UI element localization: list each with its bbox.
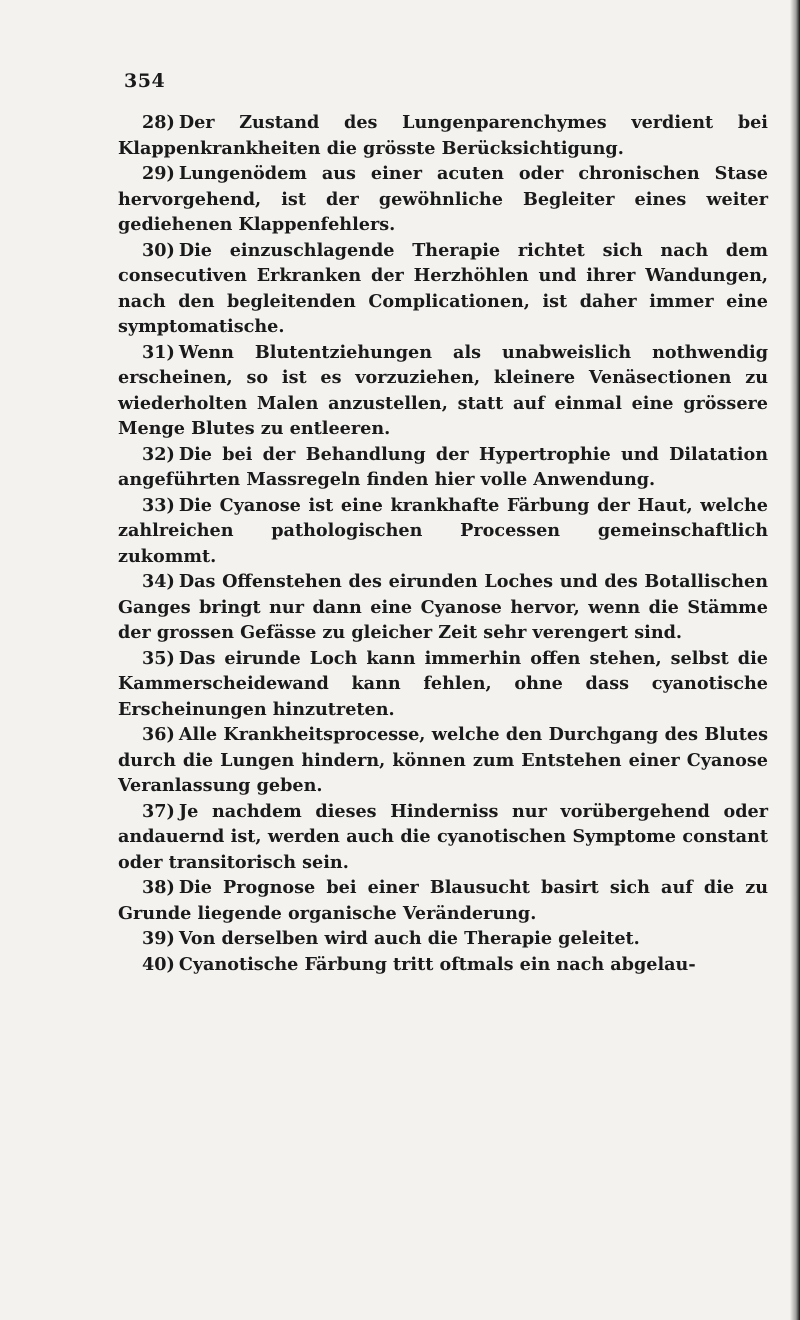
body-text (118, 110, 768, 977)
paragraph-number: 37) (142, 800, 175, 822)
paragraph-33 (118, 493, 768, 570)
page-edge-shadow (790, 0, 800, 1320)
page-number: 354 (124, 70, 166, 92)
paragraph-35 (118, 646, 768, 723)
paragraph-text: Cyanotische Färbung tritt oftmals ein nach abgelau- (178, 953, 696, 975)
paragraph-number: 33) (142, 494, 175, 516)
paragraph-28 (118, 110, 768, 161)
paragraph-36 (118, 722, 768, 799)
paragraph-text: Der Zustand des Lungenparenchymes verdient bei Klappenkrankheiten die grösste Berücksichtigung. (118, 112, 768, 159)
paragraph-number: 36) (142, 724, 175, 745)
paragraph-number: 29) (142, 163, 175, 184)
paragraph-29 (118, 161, 768, 238)
paragraph-number: 35) (142, 647, 175, 669)
paragraph-text: Die bei der Behandlung der Hypertrophie und Dilatation angeführten Massregeln finden hier volle Anwendung. (118, 443, 768, 490)
paragraph-number: 38) (142, 877, 175, 898)
paragraph-text: Je nachdem dieses Hinderniss nur vorübergehend oder andauernd ist, werden auch die cyanotischen Symptome constant oder transitorisch sein. (118, 800, 768, 873)
paragraph-text: Wenn Blutentziehungen als unabweislich nothwendig erscheinen, so ist es vorzuziehen, kleinere Venäsectionen zu wiederholten Malen anzustellen, statt auf einmal eine grössere Menge Blutes zu entleeren. (118, 341, 768, 439)
paragraph-text: Die einzuschlagende Therapie richtet sich nach dem consecutiven Erkranken der Herzhöhlen und ihrer Wandungen, nach den begleitenden Complicationen, ist daher immer eine symptomatische. (118, 239, 768, 337)
paragraph-40 (118, 952, 768, 978)
paragraph-37 (118, 799, 768, 876)
paragraph-39 (118, 926, 768, 952)
paragraph-text: Die Cyanose ist eine krankhafte Färbung der Haut, welche zahlreichen pathologischen Processen gemeinschaftlich zukommt. (118, 494, 768, 567)
paragraph-number: 31) (142, 341, 175, 363)
paragraph-31 (118, 340, 768, 442)
paragraph-text: Von derselben wird auch die Therapie geleitet. (178, 928, 640, 949)
paragraph-34 (118, 569, 768, 646)
paragraph-number: 32) (142, 443, 175, 465)
paragraph-text: Alle Krankheitsprocesse, welche den Durchgang des Blutes durch die Lungen hindern, können zum Entstehen einer Cyanose Veranlassung geben. (118, 724, 768, 796)
paragraph-text: Die Prognose bei einer Blausucht basirt sich auf die zu Grunde liegende organische Veränderung. (118, 877, 768, 924)
paragraph-number: 34) (142, 571, 175, 592)
paragraph-number: 28) (142, 112, 175, 133)
paragraph-number: 40) (142, 953, 175, 975)
paragraph-text: Das Offenstehen des eirunden Loches und des Botallischen Ganges bringt nur dann eine Cyanose hervor, wenn die Stämme der grossen Gefässe zu gleicher Zeit sehr verengert sind. (118, 571, 768, 643)
paragraph-number: 39) (142, 928, 175, 949)
paragraph-text: Das eirunde Loch kann immerhin offen stehen, selbst die Kammerscheidewand kann fehlen, ohne dass cyanotische Erscheinungen hinzutreten. (118, 647, 768, 720)
paragraph-38 (118, 875, 768, 926)
paragraph-32 (118, 442, 768, 493)
paragraph-number: 30) (142, 239, 175, 261)
paragraph-30 (118, 238, 768, 340)
paragraph-text: Lungenödem aus einer acuten oder chronischen Stase hervorgehend, ist der gewöhnliche Begleiter eines weiter gediehenen Klappenfehlers. (118, 163, 768, 235)
